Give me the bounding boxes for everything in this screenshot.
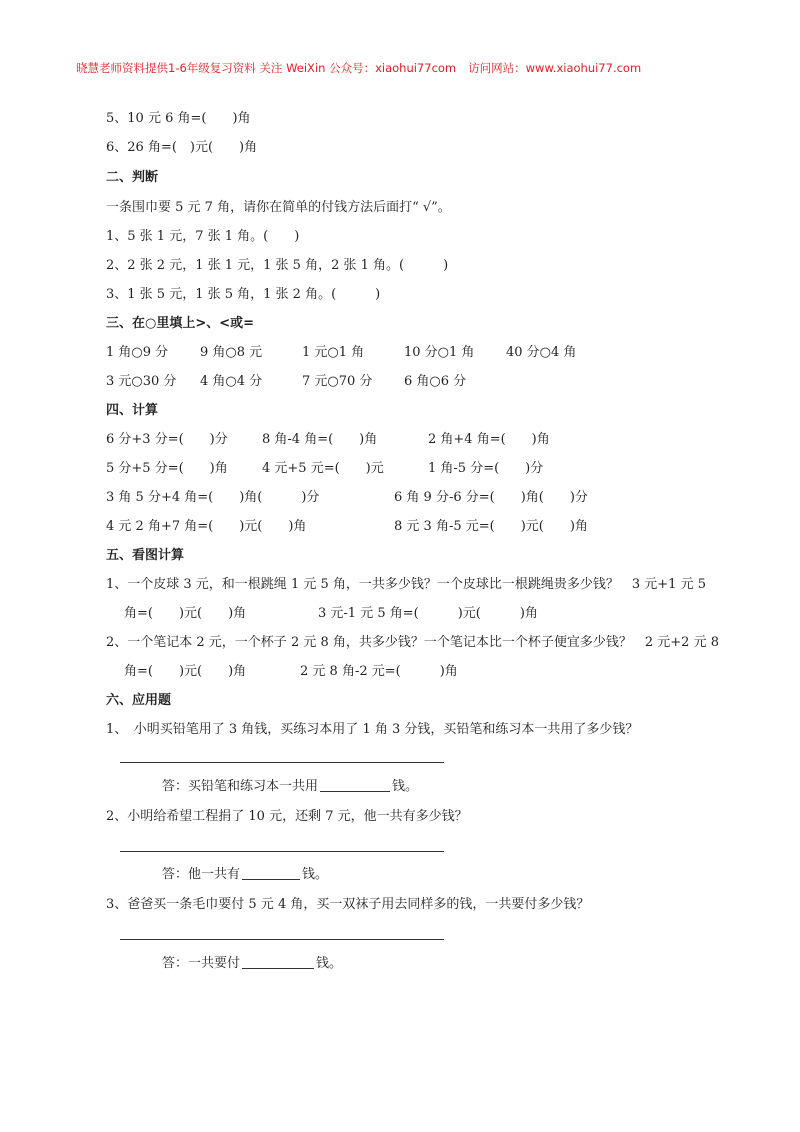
compare-2-3: 7 元○70 分 (302, 374, 373, 389)
section-2-intro: 一条围巾要 5 元 7 角，请你在简单的付钱方法后面打“ √”。 (106, 200, 451, 215)
word-problem-2: 2、小明给希望工程捐了 10 元，还剩 7 元，他一共有多少钱？ (106, 809, 468, 824)
section-2-title: 二、判断 (106, 170, 159, 185)
judge-2: 2、2 张 2 元，1 张 1 元，1 张 5 角，2 张 1 角。( ) (106, 258, 449, 273)
calc-2-1: 5 分+5 分=( )角 (106, 461, 228, 476)
calc-1-1: 6 分+3 分=( )分 (106, 432, 228, 447)
header-left-text: 晓慧老师资料提供1-6年级复习资料 关注 WeiXin 公众号：xiaohui77com (76, 61, 457, 75)
calc-1-3: 2 角+4 角=( )角 (428, 432, 550, 447)
picture-question-1-add: 角=( )元( )角 (124, 606, 247, 621)
work-line-1 (120, 762, 444, 763)
answer-2-blank (242, 866, 300, 880)
answer-3: 答：一共要付 钱。 (162, 956, 343, 971)
section-3-title: 三、在○里填上>、<或= (106, 316, 255, 331)
work-line-2 (120, 851, 444, 852)
calc-4-2: 8 元 3 角-5 元=( )元( )角 (394, 519, 588, 534)
compare-1-1: 1 角○9 分 (106, 345, 169, 360)
work-line-3 (120, 939, 444, 940)
question-6: 6、26 角=( )元( )角 (106, 140, 258, 155)
calc-2-3: 1 角-5 分=( )分 (428, 461, 544, 476)
picture-question-1: 1、一个皮球 3 元，和一根跳绳 1 元 5 角，一共多少钱？一个皮球比一根跳绳贵多少钱？ 3 元+1 元 5 (106, 577, 706, 592)
answer-1-blank (320, 778, 390, 792)
answer-3-blank (242, 955, 314, 969)
header-right-text: 访问网站：www.xiaohui77.com (468, 61, 642, 75)
calc-3-2: 6 角 9 分-6 分=( )角( )分 (394, 490, 588, 505)
word-problem-1: 1、 小明买铅笔用了 3 角钱，买练习本用了 1 角 3 分钱，买铅笔和练习本一共用了多少钱？ (106, 722, 639, 737)
calc-3-1: 3 角 5 分+4 角=( )角( )分 (106, 490, 320, 505)
compare-1-5: 40 分○4 角 (506, 345, 577, 360)
calc-2-2: 4 元+5 元=( )元 (262, 461, 384, 476)
section-5-title: 五、看图计算 (106, 548, 185, 563)
page-header (76, 60, 641, 76)
judge-3: 3、1 张 5 元，1 张 5 角，1 张 2 角。( ) (106, 287, 381, 302)
calc-1-2: 8 角-4 角=( )角 (262, 432, 378, 447)
picture-question-1-sub: 3 元-1 元 5 角=( )元( )角 (318, 606, 538, 621)
section-6-title: 六、应用题 (106, 693, 172, 708)
picture-question-2: 2、一个笔记本 2 元，一个杯子 2 元 8 角，共多少钱？一个笔记本比一个杯子便宜多少钱？ 2 元+2 元 8 (106, 635, 719, 650)
word-problem-3: 3、爸爸买一条毛巾要付 5 元 4 角，买一双袜子用去同样多的钱，一共要付多少钱？ (106, 897, 590, 912)
compare-1-2: 9 角○8 元 (200, 345, 263, 360)
judge-1: 1、5 张 1 元，7 张 1 角。( ) (106, 229, 300, 244)
compare-2-4: 6 角○6 分 (404, 374, 467, 389)
compare-1-3: 1 元○1 角 (302, 345, 365, 360)
compare-2-1: 3 元○30 分 (106, 374, 177, 389)
question-5: 5、10 元 6 角=( )角 (106, 111, 251, 126)
calc-4-1: 4 元 2 角+7 角=( )元( )角 (106, 519, 307, 534)
compare-2-2: 4 角○4 分 (200, 374, 263, 389)
picture-question-2-sub: 2 元 8 角-2 元=( )角 (300, 664, 458, 679)
answer-1: 答：买铅笔和练习本一共用 钱。 (162, 779, 419, 794)
section-4-title: 四、计算 (106, 403, 159, 418)
picture-question-2-add: 角=( )元( )角 (124, 664, 247, 679)
answer-2: 答：他一共有 钱。 (162, 867, 329, 882)
compare-1-4: 10 分○1 角 (404, 345, 475, 360)
